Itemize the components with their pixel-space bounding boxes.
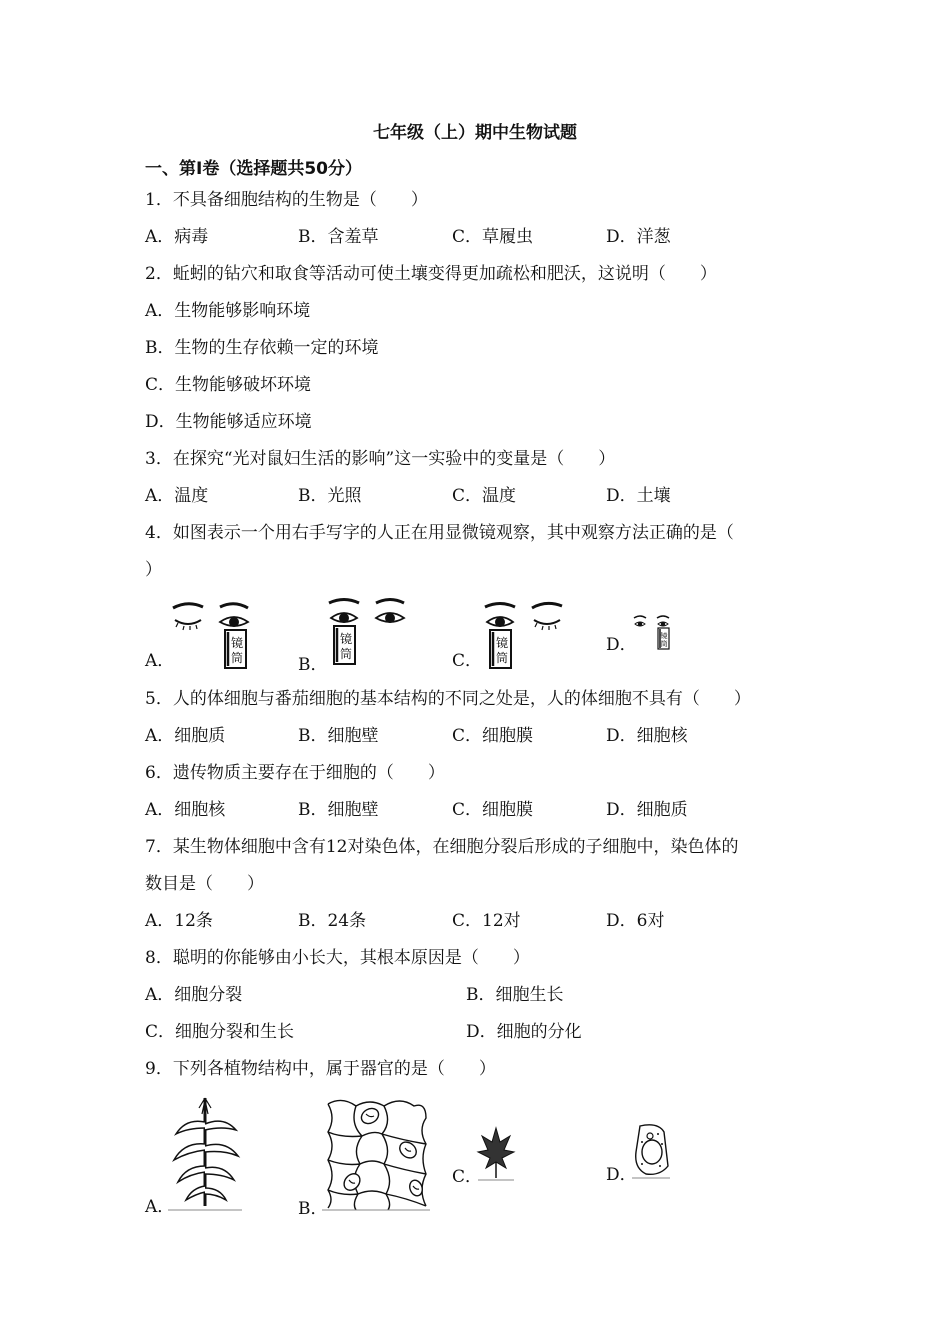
question-4-stem: 4．如图表示一个用右手写字的人正在用显微镜观察，其中观察方法正确的是（ xyxy=(145,523,734,543)
q9-option-b-figure xyxy=(322,1094,430,1214)
q6-option-a: A．细胞核 xyxy=(145,800,226,820)
question-1-stem: 1．不具备细胞结构的生物是（ ） xyxy=(145,190,428,210)
q9-option-d-label: D． xyxy=(606,1165,637,1185)
q6-option-c: C．细胞膜 xyxy=(452,800,534,820)
q7-option-c: C．12对 xyxy=(452,911,521,931)
q8-option-a: A．细胞分裂 xyxy=(145,985,243,1005)
q4-option-a-figure xyxy=(170,598,256,670)
right-eye-closed-icon xyxy=(532,603,562,630)
q3-option-c: C．温度 xyxy=(452,486,517,506)
q7-option-a: A．12条 xyxy=(145,911,213,931)
tube-label-bottom: 筒 xyxy=(339,647,353,661)
tube-label-top: 镜 xyxy=(660,632,668,640)
q9-option-d-figure xyxy=(630,1122,672,1180)
q9-option-a-figure xyxy=(168,1094,242,1214)
q6-option-b: B．细胞壁 xyxy=(298,800,379,820)
tube-label-bottom: 筒 xyxy=(230,651,244,665)
question-4-stem-cont: ） xyxy=(145,560,162,580)
q4-option-d-label: D． xyxy=(606,635,637,655)
q1-option-b: B．含羞草 xyxy=(298,227,379,247)
section-heading: 一、第I卷（选择题共50分） xyxy=(145,159,362,179)
q4-option-b-label: B． xyxy=(298,655,328,675)
question-3-stem: 3．在探究“光对鼠妇生活的影响”这一实验中的变量是（ ） xyxy=(145,449,616,469)
q5-option-b: B．细胞壁 xyxy=(298,726,379,746)
corn-plant-icon xyxy=(168,1094,242,1214)
question-2-stem: 2．蚯蚓的钻穴和取食等活动可使土壤变得更加疏松和肥沃，这说明（ ） xyxy=(145,264,717,284)
q4-option-d-figure xyxy=(632,613,674,651)
q9-option-b-label: B． xyxy=(298,1199,328,1219)
q4-option-a-label: A． xyxy=(145,651,175,671)
right-eye-open-icon xyxy=(657,616,669,626)
q5-option-a: A．细胞质 xyxy=(145,726,226,746)
left-eye-open-icon xyxy=(329,600,359,624)
left-eye-closed-icon xyxy=(173,604,203,630)
page-title: 七年级（上）期中生物试题 xyxy=(373,123,577,143)
question-5-stem: 5．人的体细胞与番茄细胞的基本结构的不同之处是，人的体细胞不具有（ ） xyxy=(145,689,751,709)
right-eye-open-icon xyxy=(376,600,404,624)
q1-option-c: C．草履虫 xyxy=(452,227,534,247)
question-7-stem-cont: 数目是（ ） xyxy=(145,874,264,894)
q7-option-d: D．6对 xyxy=(606,911,665,931)
q3-option-b: B．光照 xyxy=(298,486,362,506)
q2-option-a: A．生物能够影响环境 xyxy=(145,301,311,321)
epidermis-cells-icon xyxy=(322,1094,430,1214)
q2-option-d: D．生物能够适应环境 xyxy=(145,412,312,432)
q4-option-b-figure xyxy=(326,594,412,666)
q5-option-c: C．细胞膜 xyxy=(452,726,534,746)
right-eye-open-icon xyxy=(220,604,248,627)
question-9-stem: 9．下列各植物结构中，属于器官的是（ ） xyxy=(145,1059,496,1079)
question-7-stem: 7．某生物体细胞中含有12对染色体，在细胞分裂后形成的子细胞中，染色体的 xyxy=(145,837,739,857)
q4-option-c-figure xyxy=(482,598,568,670)
q1-option-a: A．病毒 xyxy=(145,227,209,247)
q2-option-c: C．生物能够破坏环境 xyxy=(145,375,312,395)
tube-label-bottom: 筒 xyxy=(660,640,668,648)
tube-label-top: 镜 xyxy=(495,636,509,650)
question-6-stem: 6．遗传物质主要存在于细胞的（ ） xyxy=(145,763,445,783)
q7-option-b: B．24条 xyxy=(298,911,367,931)
q6-option-d: D．细胞质 xyxy=(606,800,688,820)
tube-label-top: 镜 xyxy=(230,636,244,650)
question-8-stem: 8．聪明的你能够由小长大，其根本原因是（ ） xyxy=(145,948,530,968)
left-eye-open-icon xyxy=(485,604,515,628)
q2-option-b: B．生物的生存依赖一定的环境 xyxy=(145,338,379,358)
q1-option-d: D．洋葱 xyxy=(606,227,671,247)
tube-label-bottom: 筒 xyxy=(495,651,509,665)
leaf-icon xyxy=(476,1124,516,1182)
q5-option-d: D．细胞核 xyxy=(606,726,688,746)
q3-option-a: A．温度 xyxy=(145,486,209,506)
q8-option-c: C．细胞分裂和生长 xyxy=(145,1022,295,1042)
q9-option-c-figure xyxy=(476,1124,516,1182)
left-eye-open-icon xyxy=(634,616,646,626)
q4-option-c-label: C． xyxy=(452,651,483,671)
q3-option-d: D．土壤 xyxy=(606,486,671,506)
q8-option-d: D．细胞的分化 xyxy=(466,1022,582,1042)
q8-option-b: B．细胞生长 xyxy=(466,985,564,1005)
plant-cell-icon xyxy=(630,1122,672,1180)
tube-label-top: 镜 xyxy=(339,632,353,646)
q9-option-a-label: A． xyxy=(145,1197,175,1217)
q9-option-c-label: C． xyxy=(452,1167,483,1187)
